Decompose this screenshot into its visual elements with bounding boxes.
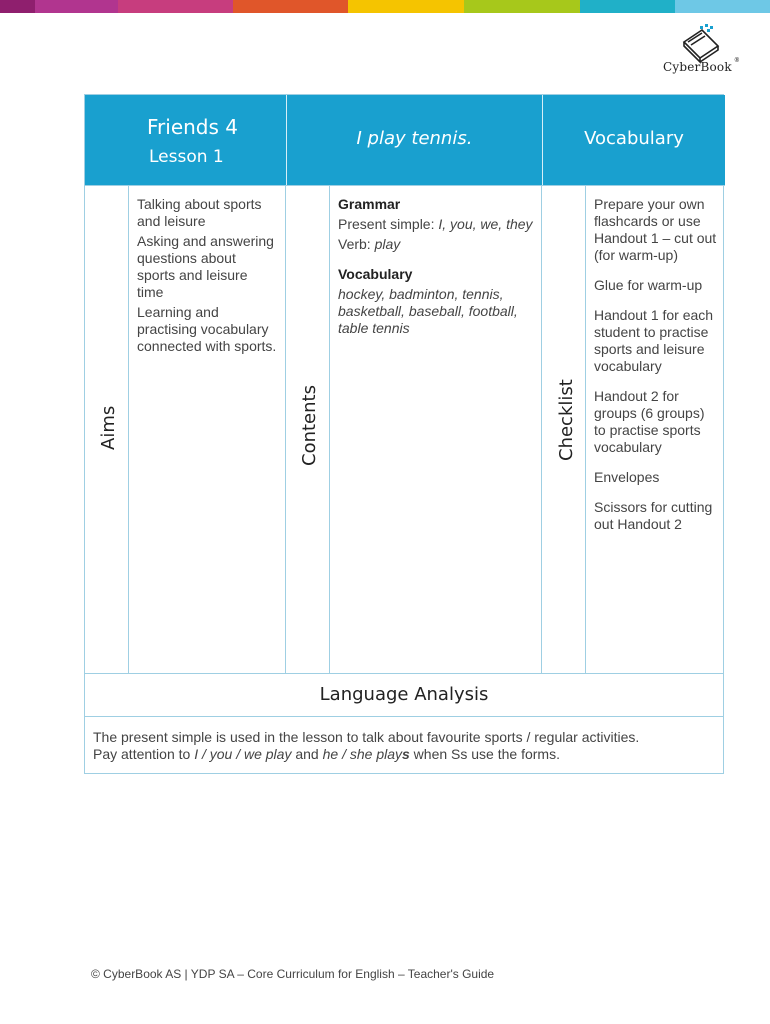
checklist-item: Envelopes bbox=[594, 469, 660, 485]
stripe-segment bbox=[675, 0, 770, 13]
brand-name: CyberBook ® bbox=[663, 57, 741, 74]
aim-item: Learning and practising vocabulary connected with sports. bbox=[137, 304, 277, 354]
checklist-item: Prepare your own flashcards or use Handout 1 – cut out (for warm-up) bbox=[594, 196, 717, 263]
color-stripe bbox=[0, 0, 770, 13]
focus-title: Vocabulary bbox=[584, 128, 684, 149]
lesson-table bbox=[84, 94, 724, 774]
aims-label: Aims bbox=[98, 405, 119, 450]
header-lesson bbox=[85, 95, 286, 185]
language-analysis-text bbox=[85, 717, 723, 763]
contents-cell bbox=[330, 185, 542, 673]
language-analysis-heading: Language Analysis bbox=[85, 673, 723, 717]
checklist-item: Scissors for cutting out Handout 2 bbox=[594, 499, 713, 532]
lesson-title: Friends 4 bbox=[147, 115, 239, 139]
stripe-segment bbox=[118, 0, 233, 13]
aims-label-cell bbox=[85, 185, 129, 673]
stripe-segment bbox=[464, 0, 580, 13]
header-focus bbox=[542, 95, 725, 185]
checklist-item: Handout 1 for each student to practise sports and leisure vocabulary bbox=[594, 307, 714, 374]
header-topic bbox=[286, 95, 542, 185]
aim-item: Talking about sports and leisure bbox=[137, 196, 262, 229]
checklist-label-cell bbox=[542, 185, 586, 673]
stripe-segment bbox=[348, 0, 464, 13]
language-analysis-line: Pay attention to I / you / we play and he / she plays when Ss use the forms. bbox=[93, 746, 560, 762]
stripe-segment bbox=[0, 0, 35, 13]
stripe-segment bbox=[580, 0, 675, 13]
checklist-item: Glue for warm-up bbox=[594, 277, 703, 293]
topic-title: I play tennis. bbox=[356, 128, 473, 149]
grammar-heading: Grammar bbox=[338, 196, 401, 212]
checklist-item: Handout 2 for groups (6 groups) to practise sports vocabulary bbox=[594, 388, 705, 455]
vocabulary-heading: Vocabulary bbox=[338, 266, 413, 282]
checklist-label: Checklist bbox=[556, 379, 577, 461]
aims-cell bbox=[129, 185, 286, 673]
vocabulary-list: hockey, badminton, tennis, basketball, baseball, football, table tennis bbox=[338, 286, 518, 336]
stripe-segment bbox=[35, 0, 118, 13]
contents-label-cell bbox=[286, 185, 330, 673]
page-footer: © CyberBook AS | YDP SA – Core Curriculum for English – Teacher's Guide bbox=[91, 967, 495, 981]
stripe-segment bbox=[233, 0, 348, 13]
present-simple-line: Present simple: I, you, we, they bbox=[338, 216, 533, 232]
language-analysis-line: The present simple is used in the lesson to talk about favourite sports / regular activities. bbox=[93, 729, 640, 745]
checklist-cell bbox=[586, 185, 725, 673]
verb-line: Verb: play bbox=[338, 236, 401, 252]
contents-label: Contents bbox=[299, 385, 320, 466]
aim-item: Asking and answering questions about sports and leisure time bbox=[137, 233, 274, 300]
lesson-number: Lesson 1 bbox=[149, 147, 224, 167]
